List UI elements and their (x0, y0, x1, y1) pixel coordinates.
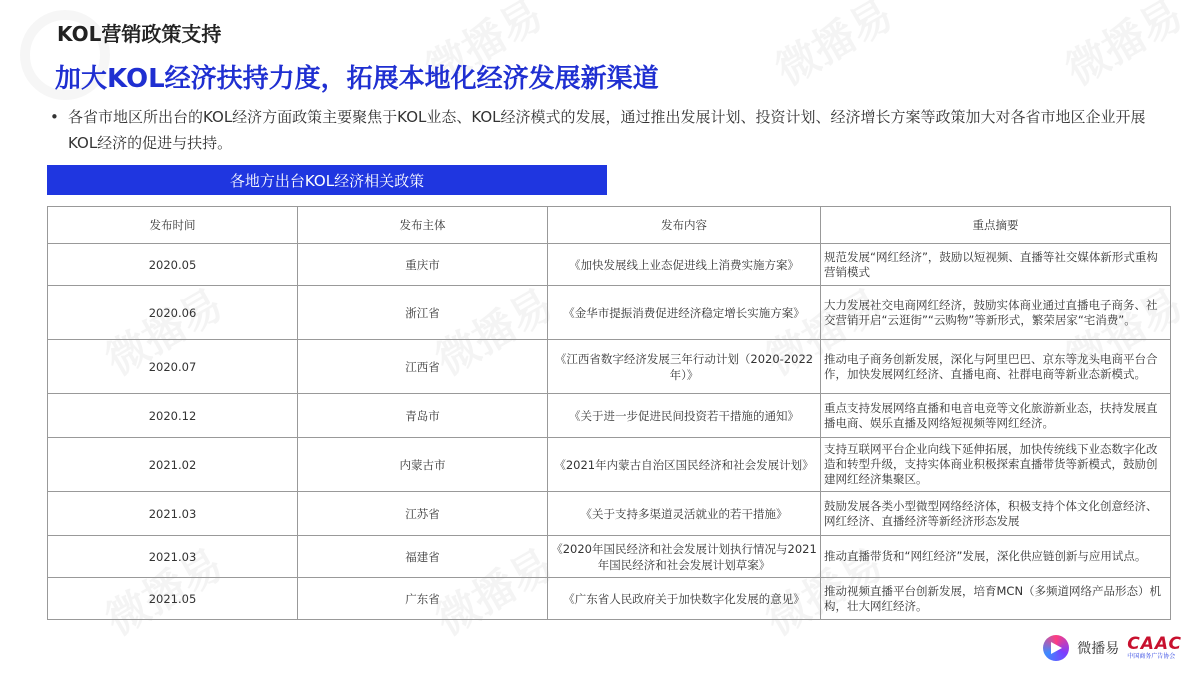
cell-publisher: 江西省 (298, 340, 548, 394)
caac-logo-subtitle: 中国商务广告协会 (1127, 653, 1176, 660)
cell-content: 《广东省人民政府关于加快数字化发展的意见》 (548, 578, 821, 620)
cell-publisher: 江苏省 (298, 492, 548, 536)
cell-publisher: 福建省 (298, 536, 548, 578)
section-title: KOL营销政策支持 (57, 22, 222, 46)
watermark-text (763, 0, 902, 97)
caac-logo-mark: CAAC (1127, 634, 1182, 654)
cell-content: 《关于进一步促进民间投资若干措施的通知》 (548, 394, 821, 438)
table-row (48, 492, 1171, 536)
footer-logos (1043, 635, 1182, 661)
cell-summary: 推动直播带货和“网红经济”发展，深化供应链创新与应用试点。 (821, 536, 1171, 578)
cell-summary: 鼓励发展各类小型微型网络经济体，积极支持个体文化创意经济、网红经济、直播经济等新经济形态发展 (821, 492, 1171, 536)
cell-date: 2020.12 (48, 394, 298, 438)
cell-summary: 规范发展“网红经济”，鼓励以短视频、直播等社交媒体新形式重构营销模式 (821, 244, 1171, 286)
table-header-row (48, 207, 1171, 244)
table-row (48, 340, 1171, 394)
table-row (48, 536, 1171, 578)
bullet-paragraph (50, 104, 1170, 156)
bullet-line-2: KOL经济的促进与扶持。 (68, 134, 233, 152)
cell-content: 《2021年内蒙古自治区国民经济和社会发展计划》 (548, 438, 821, 492)
weibo-logo-icon (1043, 635, 1069, 661)
cell-content: 《关于支持多渠道灵活就业的若干措施》 (548, 492, 821, 536)
cell-content: 《2020年国民经济和社会发展计划执行情况与2021年国民经济和社会发展计划草案》 (548, 536, 821, 578)
table-row (48, 438, 1171, 492)
cell-summary: 重点支持发展网络直播和电音电竞等文化旅游新业态，扶持发展直播电商、娱乐直播及网络短视频等网红经济。 (821, 394, 1171, 438)
caac-logo (1127, 636, 1182, 660)
weibo-logo-text: 微播易 (1077, 641, 1120, 657)
table-label: 各地方出台KOL经济相关政策 (47, 165, 607, 195)
cell-publisher: 浙江省 (298, 286, 548, 340)
cell-date: 2021.02 (48, 438, 298, 492)
cell-content: 《江西省数字经济发展三年行动计划（2020-2022年）》 (548, 340, 821, 394)
cell-publisher: 重庆市 (298, 244, 548, 286)
bullet-dot-icon: • (50, 108, 59, 126)
table-row (48, 286, 1171, 340)
cell-date: 2020.07 (48, 340, 298, 394)
cell-summary: 大力发展社交电商网红经济，鼓励实体商业通过直播电子商务、社交营销开启“云逛街”“云购物”等新形式，繁荣居家“宅消费”。 (821, 286, 1171, 340)
cell-summary: 推动电子商务创新发展，深化与阿里巴巴、京东等龙头电商平台合作，加快发展网红经济、直播电商、社群电商等新业态新模式。 (821, 340, 1171, 394)
cell-summary: 推动视频直播平台创新发展，培育MCN（多频道网络产品形态）机构，壮大网红经济。 (821, 578, 1171, 620)
cell-date: 2021.03 (48, 492, 298, 536)
cell-date: 2020.05 (48, 244, 298, 286)
header-publisher: 发布主体 (298, 207, 548, 244)
watermark-text (1053, 0, 1192, 97)
header-content: 发布内容 (548, 207, 821, 244)
cell-content: 《金华市提振消费促进经济稳定增长实施方案》 (548, 286, 821, 340)
table-row (48, 578, 1171, 620)
header-summary: 重点摘要 (821, 207, 1171, 244)
cell-publisher: 广东省 (298, 578, 548, 620)
page-headline: 加大KOL经济扶持力度，拓展本地化经济发展新渠道 (55, 64, 659, 94)
cell-date: 2020.06 (48, 286, 298, 340)
policy-table (47, 206, 1171, 620)
cell-date: 2021.03 (48, 536, 298, 578)
table-row (48, 244, 1171, 286)
bullet-line-1: 各省市地区所出台的KOL经济方面政策主要聚焦于KOL业态、KOL经济模式的发展，通过推出发展计划、投资计划、经济增长方案等政策加大对各省市地区企业开展 (68, 108, 1146, 126)
cell-content: 《加快发展线上业态促进线上消费实施方案》 (548, 244, 821, 286)
cell-summary: 支持互联网平台企业向线下延伸拓展，加快传统线下业态数字化改造和转型升级，支持实体商业积极探索直播带货等新模式，鼓励创建网红经济集聚区。 (821, 438, 1171, 492)
header-date: 发布时间 (48, 207, 298, 244)
cell-date: 2021.05 (48, 578, 298, 620)
cell-publisher: 内蒙古市 (298, 438, 548, 492)
cell-publisher: 青岛市 (298, 394, 548, 438)
table-row (48, 394, 1171, 438)
